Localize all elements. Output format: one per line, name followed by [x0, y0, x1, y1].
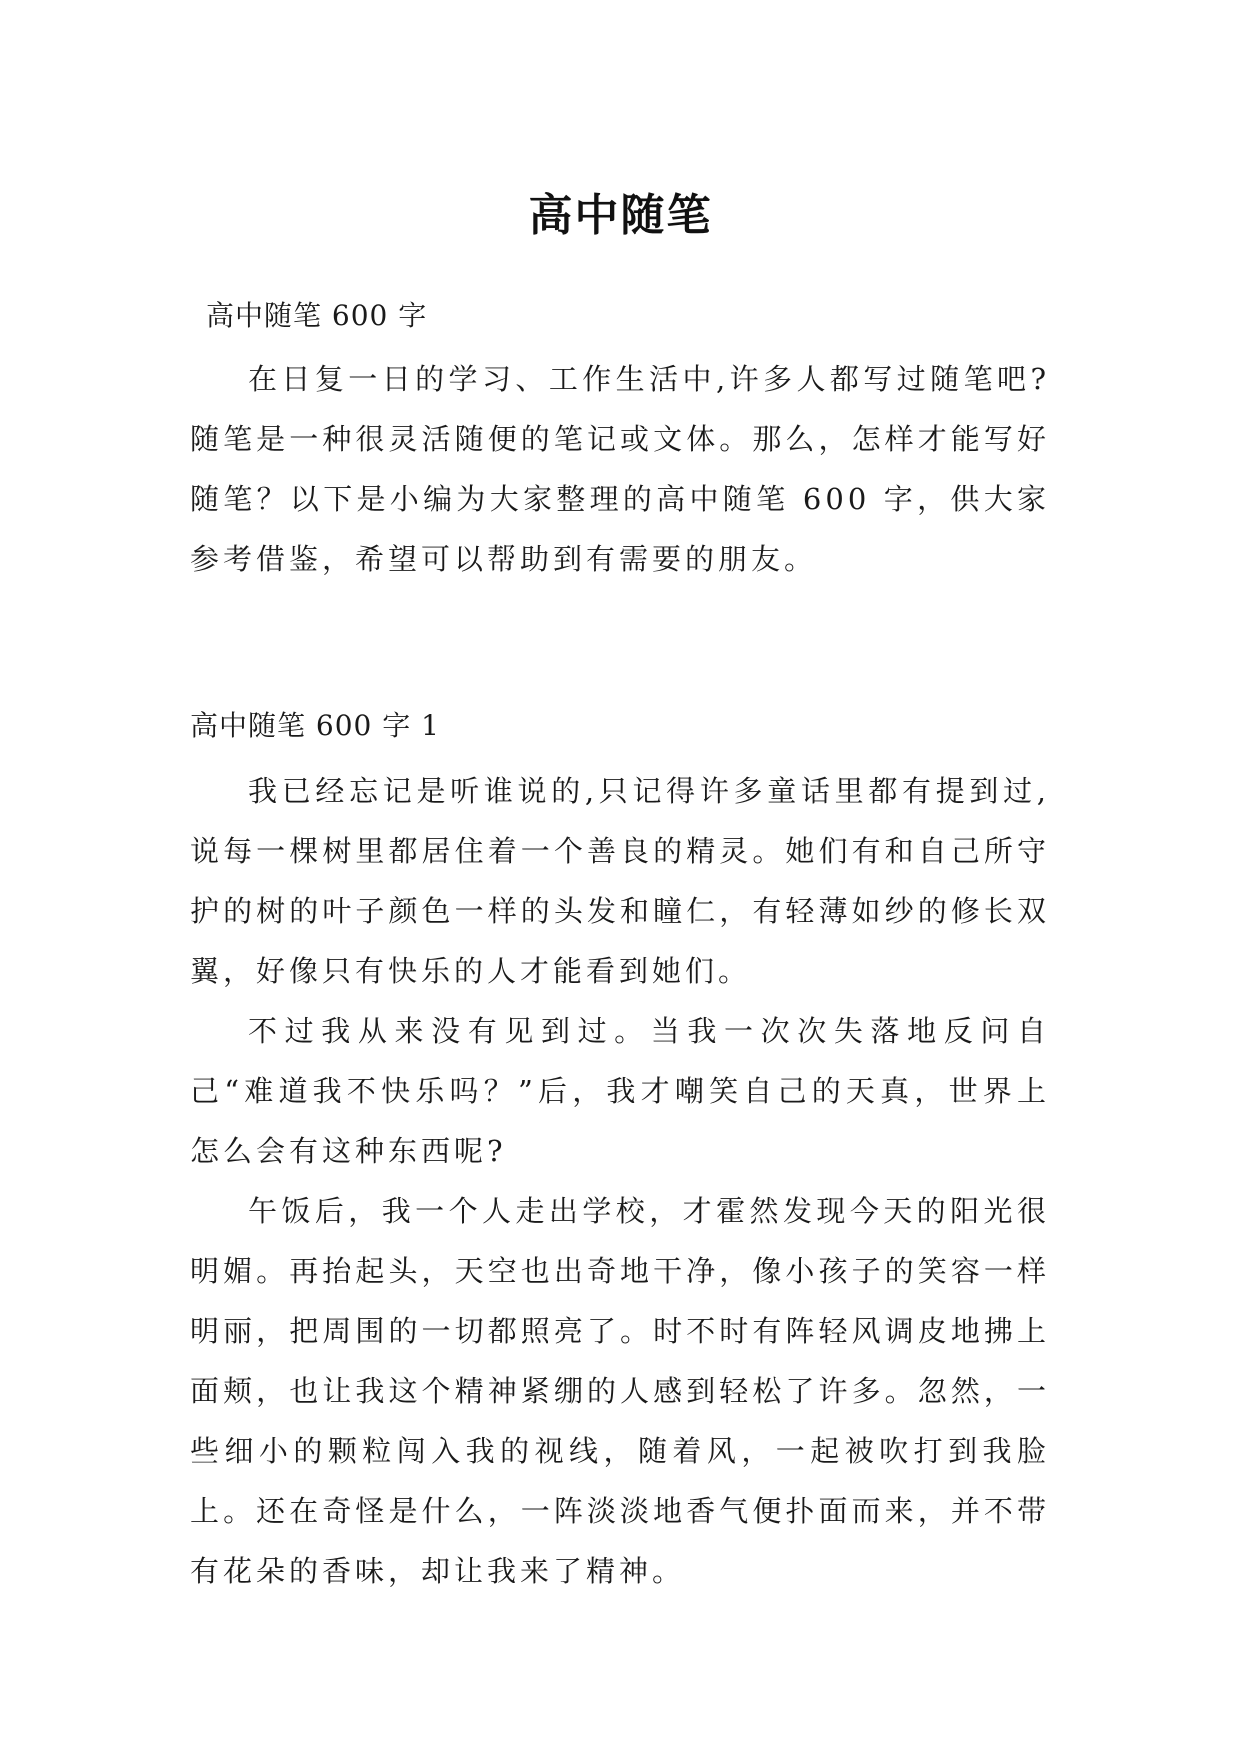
document-title: 高中随笔 [528, 190, 713, 242]
essay-1-paragraph-1: 我已经忘记是听谁说的,只记得许多童话里都有提到过,说每一棵树里都居住着一个善良的精灵。她们有和自己所守护的树的叶子颜色一样的头发和瞳仁，有轻薄如纱的修长双翼，好像只有快乐的人才能看到她们。 [190, 774, 1050, 988]
intro-heading: 高中随笔 600 字 [206, 299, 428, 332]
essay-1-heading: 高中随笔 600 字 1 [190, 709, 440, 742]
essay-1-section [190, 706, 1050, 1601]
essay-1-paragraph-2: 不过我从来没有见到过。当我一次次失落地反问自己“难道我不快乐吗？”后，我才嘲笑自己的天真，世界上怎么会有这种东西呢? [190, 1014, 1050, 1168]
essay-1-paragraph-3: 午饭后，我一个人走出学校，才霍然发现今天的阳光很明媚。再抬起头，天空也出奇地干净，像小孩子的笑容一样明丽，把周围的一切都照亮了。时不时有阵轻风调皮地拂上面颊，也让我这个精神紧绷的人感到轻松了许多。忽然，一些细小的颗粒闯入我的视线，随着风，一起被吹打到我脸上。还在奇怪是什么，一阵淡淡地香气便扑面而来，并不带有花朵的香味，却让我来了精神。 [190, 1194, 1050, 1588]
intro-section [190, 296, 1050, 589]
intro-paragraph: 在日复一日的学习、工作生活中,许多人都写过随笔吧?随笔是一种很灵活随便的笔记或文体。那么，怎样才能写好随笔？以下是小编为大家整理的高中随笔 600 字，供大家参考借鉴，希望可以帮助到有需要的朋友。 [190, 362, 1050, 576]
